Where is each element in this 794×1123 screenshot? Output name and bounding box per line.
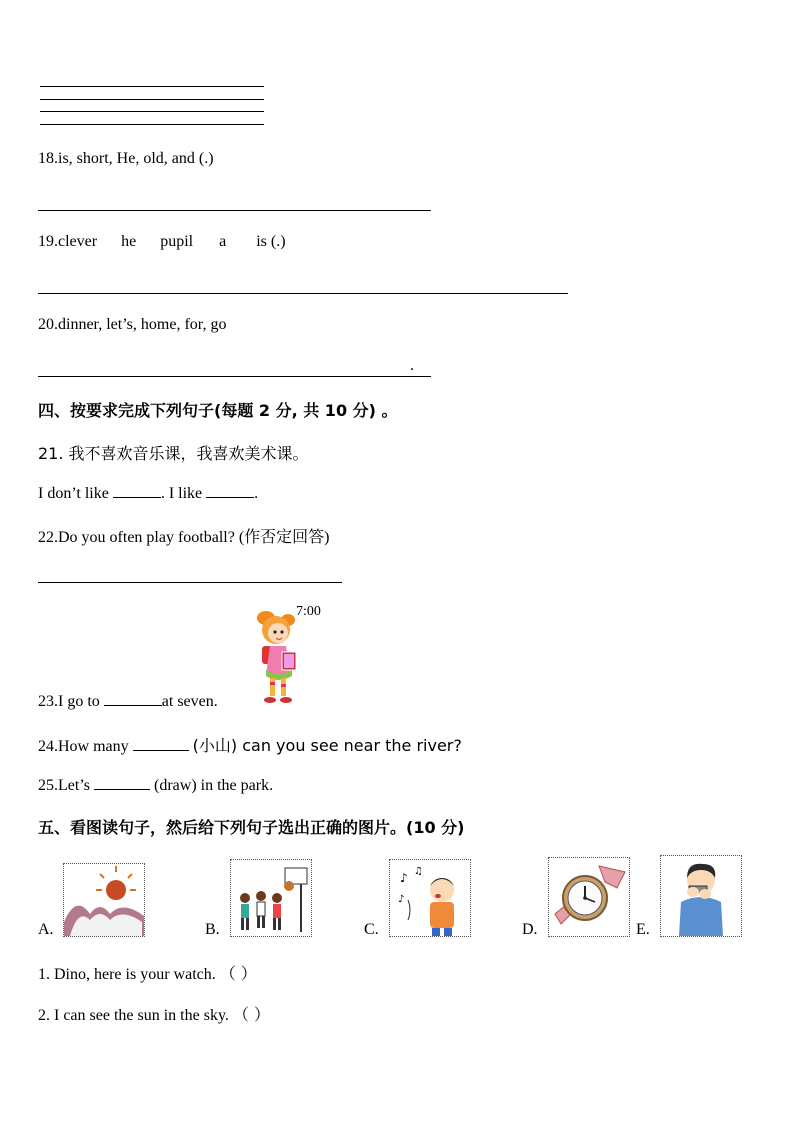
- q19-word: is (.): [256, 233, 286, 250]
- question-20: 20.dinner, let’s, home, for, go: [38, 316, 227, 333]
- q25-text-b: (draw) in the park.: [154, 777, 274, 794]
- q24-text-a: 24.How many: [38, 738, 129, 755]
- boy-playing-harmonica-icon: [661, 856, 741, 936]
- question-23: [38, 691, 218, 711]
- answer-line-20[interactable]: [38, 376, 431, 377]
- q21-text-c: .: [254, 485, 259, 502]
- question-18: 18.is, short, He, old, and (.): [38, 150, 214, 167]
- q21-text-a: I don’t like: [38, 485, 109, 502]
- answer-line-22[interactable]: [38, 582, 342, 583]
- svg-text:♪: ♪: [400, 871, 408, 885]
- option-b-label: B.: [205, 921, 220, 938]
- q23-text-a: 23.I go to: [38, 693, 100, 710]
- q23-text-b: at seven.: [161, 693, 218, 710]
- q25-blank[interactable]: [94, 775, 150, 790]
- option-a-label: A.: [38, 921, 54, 938]
- sentence-1-answer-parentheses[interactable]: （ ）: [219, 964, 257, 983]
- q19-word: pupil: [160, 233, 194, 250]
- option-e-picture[interactable]: [660, 855, 742, 937]
- section-4-heading: 四、按要求完成下列句子(每题 2 分, 共 10 分) 。: [38, 401, 398, 420]
- q23-blank[interactable]: [104, 691, 162, 706]
- q21-text-b: . I like: [160, 485, 203, 502]
- q25-text-a: 25.Let’s: [38, 777, 90, 794]
- answer-line: [40, 124, 264, 125]
- q24-text-b: (小山) can you see near the river?: [192, 736, 462, 755]
- question-19: [38, 233, 286, 251]
- q21-blank-2[interactable]: [206, 483, 254, 498]
- option-c-label: C.: [364, 921, 379, 938]
- sentence-1: [38, 961, 257, 984]
- q19-word: clever: [58, 233, 98, 250]
- answer-line: [40, 111, 264, 112]
- question-21-english: [38, 483, 258, 503]
- clock-time-label: 7:00: [296, 604, 321, 619]
- sentence-1-text: 1. Dino, here is your watch.: [38, 966, 216, 983]
- q21-blank-1[interactable]: [113, 483, 161, 498]
- sun-over-hills-icon: [64, 864, 144, 936]
- question-24: [38, 733, 462, 756]
- answer-line-19[interactable]: [38, 293, 568, 294]
- q19-word: a: [219, 233, 227, 250]
- question-21-chinese: 21. 我不喜欢音乐课，我喜欢美术课。: [38, 444, 309, 463]
- option-d-label: D.: [522, 921, 538, 938]
- sentence-2-text: 2. I can see the sun in the sky.: [38, 1007, 229, 1024]
- option-c-picture[interactable]: [389, 859, 471, 937]
- answer-line-18[interactable]: [38, 210, 431, 211]
- girl-going-to-school-icon: [248, 604, 304, 706]
- q19-number: 19.: [38, 233, 58, 250]
- answer-line: [40, 86, 264, 87]
- boy-singing-icon: [390, 860, 470, 936]
- section-5-heading: 五、看图读句子，然后给下列句子选出正确的图片。(10 分): [38, 818, 465, 837]
- option-b-picture[interactable]: [230, 859, 312, 937]
- wristwatch-icon: [549, 858, 629, 936]
- q19-word: he: [121, 233, 137, 250]
- q24-blank[interactable]: [133, 736, 189, 751]
- children-playing-basketball-icon: [231, 860, 311, 936]
- question-25: [38, 775, 273, 795]
- option-a-picture[interactable]: [63, 863, 145, 937]
- svg-text:♫: ♫: [414, 866, 423, 877]
- sentence-2-answer-parentheses[interactable]: （ ）: [232, 1005, 271, 1024]
- svg-text:♪: ♪: [398, 894, 405, 905]
- question-22: 22.Do you often play football? (作否定回答): [38, 529, 330, 546]
- option-d-picture[interactable]: [548, 857, 630, 937]
- answer-line: [40, 99, 264, 100]
- option-e-label: E.: [636, 921, 650, 938]
- sentence-2: [38, 1002, 270, 1025]
- end-period: .: [410, 357, 414, 374]
